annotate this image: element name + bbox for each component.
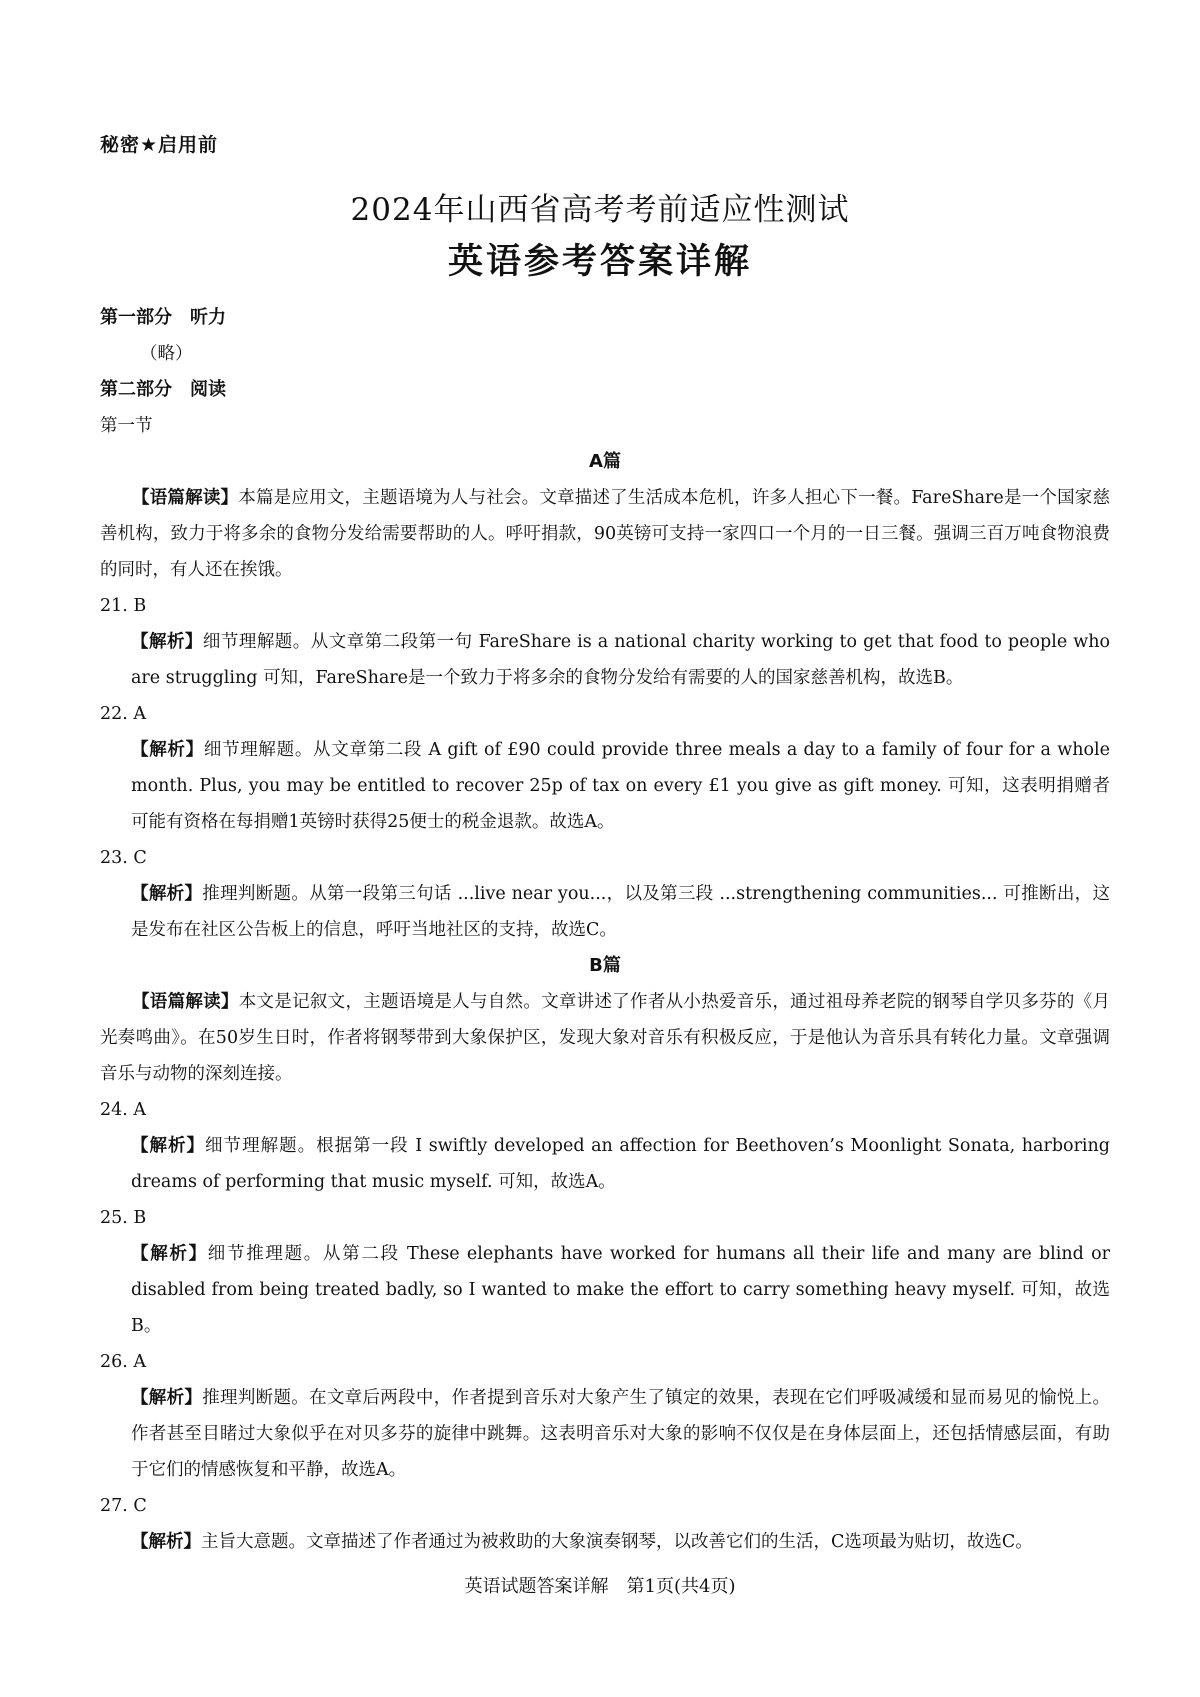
confidential-label: 秘密★启用前 <box>100 134 219 156</box>
explanation-tag: 【解析】 <box>131 740 204 760</box>
explanation-text: 细节理解题。根据第一段 I swiftly developed an affection for Beethoven’s Moonlight Sonata, harboring dreams of performing that music myself. 可知，故选A。 <box>131 1136 1111 1192</box>
question-number: 27. C <box>100 1496 147 1516</box>
explanation-tag: 【解析】 <box>131 632 203 652</box>
document-subtitle: 英语参考答案详解 <box>447 242 752 282</box>
explanation-tag: 【解析】 <box>131 1388 203 1408</box>
question-explanation <box>100 624 1110 696</box>
question-explanation <box>100 1236 1110 1344</box>
summary-tag: 【语篇解读】 <box>132 992 239 1012</box>
explanation-text: 细节理解题。从文章第二段第一句 FareShare is a national charity working to get that food to people who are struggling 可知，FareShare是一个致力于将多余的食物分发给有需要的人的国家慈善机构，故选B。 <box>131 632 1110 688</box>
question-number: 22. A <box>100 704 147 724</box>
summary-tag: 【语篇解读】 <box>132 488 239 508</box>
passage-a-summary <box>100 480 1110 588</box>
explanation-text: 细节推理题。从第二段 These elephants have worked for humans all their life and many are blind or disabled from being treated badly, so I wanted to make the effort to carry something heavy myself. 可知，故选B。 <box>131 1244 1111 1336</box>
question-number: 21. B <box>100 596 147 616</box>
summary-text: 本篇是应用文，主题语境为人与社会。文章描述了生活成本危机，许多人担心下一餐。FareShare是一个国家慈善机构，致力于将多余的食物分发给需要帮助的人。呼吁捐款，90英镑可支持一家四口一个月的一日三餐。强调三百万吨食物浪费的同时，有人还在挨饿。 <box>100 488 1110 580</box>
question-number: 26. A <box>100 1352 147 1372</box>
passage-b-summary <box>100 984 1110 1092</box>
explanation-tag: 【解析】 <box>131 1136 206 1156</box>
explanation-tag: 【解析】 <box>131 884 203 904</box>
question-explanation <box>100 876 1110 948</box>
question-explanation <box>100 1380 1110 1488</box>
explanation-text: 推理判断题。在文章后两段中，作者提到音乐对大象产生了镇定的效果，表现在它们呼吸减缓和显而易见的愉悦上。作者甚至目睹过大象似乎在对贝多芬的旋律中跳舞。这表明音乐对大象的影响不仅仅是在身体层面上，还包括情感层面，有助于它们的情感恢复和平静，故选A。 <box>131 1388 1111 1480</box>
part2-section-label: 第一节 <box>100 416 153 436</box>
part1-title: 第一部分 听力 <box>100 307 226 328</box>
explanation-text: 主旨大意题。文章描述了作者通过为被救助的大象演奏钢琴，以改善它们的生活，C选项最为贴切，故选C。 <box>201 1532 1033 1552</box>
question-number: 25. B <box>100 1208 147 1228</box>
question-number: 23. C <box>100 848 147 868</box>
exam-title: 2024年山西省高考考前适应性测试 <box>350 192 850 228</box>
question-explanation <box>100 1128 1110 1200</box>
summary-text: 本文是记叙文，主题语境是人与自然。文章讲述了作者从小热爱音乐，通过祖母养老院的钢琴自学贝多芬的《月光奏鸣曲》。在50岁生日时，作者将钢琴带到大象保护区，发现大象对音乐有积极反应，于是他认为音乐具有转化力量。文章强调音乐与动物的深刻连接。 <box>100 992 1111 1084</box>
explanation-tag: 【解析】 <box>131 1532 201 1552</box>
part2-title: 第二部分 阅读 <box>100 379 226 400</box>
passage-b-title: B篇 <box>589 955 621 976</box>
passage-a-title: A篇 <box>589 451 621 472</box>
main-content <box>100 300 1110 1560</box>
question-number: 24. A <box>100 1100 147 1120</box>
explanation-text: 推理判断题。从第一段第三句话 ...live near you...，以及第三段 ...strengthening communities... 可推断出，这是发布在社区公告板上的信息，呼吁当地社区的支持，故选C。 <box>131 884 1110 940</box>
explanation-text: 细节理解题。从文章第二段 A gift of £90 could provide three meals a day to a family of four for a whole month. Plus, you may be entitled to recover 25p of tax on every £1 you give as gift money. 可知，这表明捐赠者可能有资格在每捐赠1英镑时获得25便士的税金退款。故选A。 <box>131 740 1110 832</box>
explanation-tag: 【解析】 <box>131 1244 208 1264</box>
part1-note: （略） <box>140 344 193 364</box>
question-explanation <box>100 732 1110 840</box>
page-footer: 英语试题答案详解 第1页(共4页) <box>464 1576 736 1597</box>
question-explanation <box>100 1524 1110 1560</box>
